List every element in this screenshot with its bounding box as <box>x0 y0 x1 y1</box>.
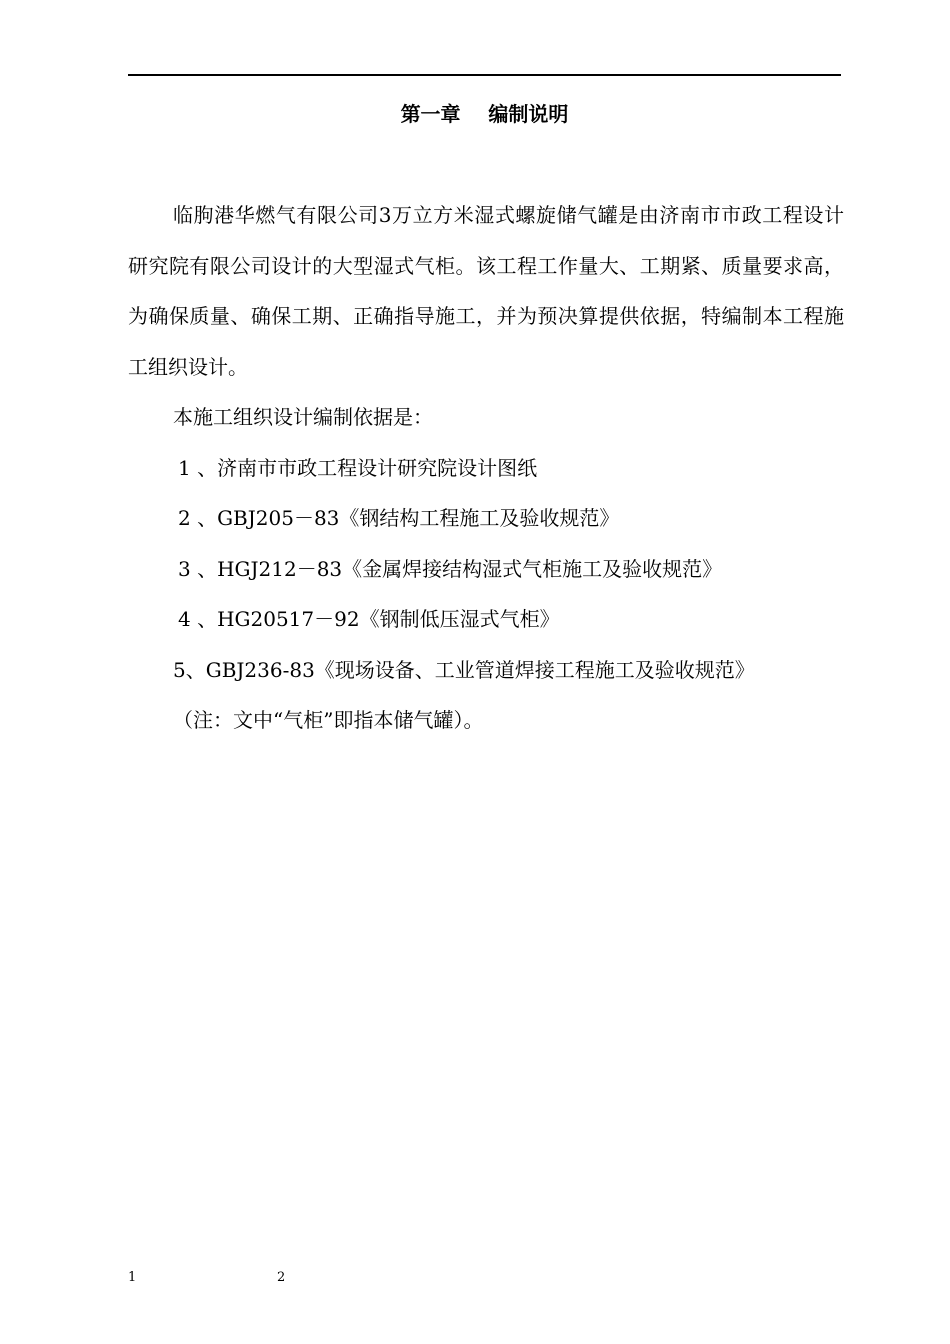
document-body <box>128 190 844 746</box>
basis-item-5: 5、GBJ236-83《现场设备、工业管道焊接工程施工及验收规范》 <box>173 657 755 682</box>
basis-item-4: 4 、HG20517－92《钢制低压湿式气柜》 <box>178 607 560 631</box>
basis-item-3: 3 、HGJ212－83《金属焊接结构湿式气柜施工及验收规范》 <box>178 556 723 581</box>
top-divider <box>128 74 841 76</box>
basis-heading: 本施工组织设计编制依据是： <box>173 405 433 429</box>
basis-item-2: 2 、GBJ205－83《钢结构工程施工及验收规范》 <box>178 506 620 530</box>
intro-paragraph: 临朐港华燃气有限公司3万立方米湿式螺旋储气罐是由济南市市政工程设计研究院有限公司设计的大型湿式气柜。该工程工作量大、工期紧、质量要求高，为确保质量、确保工期、正确指导施工，并为预决算提供依据，特编制本工程施工组织设计。 <box>128 203 844 379</box>
footer-page-number: 1 <box>128 1270 137 1285</box>
note: （注：文中“气柜”即指本储气罐）。 <box>173 708 484 732</box>
chapter-title: 第一章 编制说明 <box>400 102 569 126</box>
footer-page-total: 2 <box>277 1270 286 1285</box>
basis-item-1: 1 、济南市市政工程设计研究院设计图纸 <box>178 455 538 480</box>
